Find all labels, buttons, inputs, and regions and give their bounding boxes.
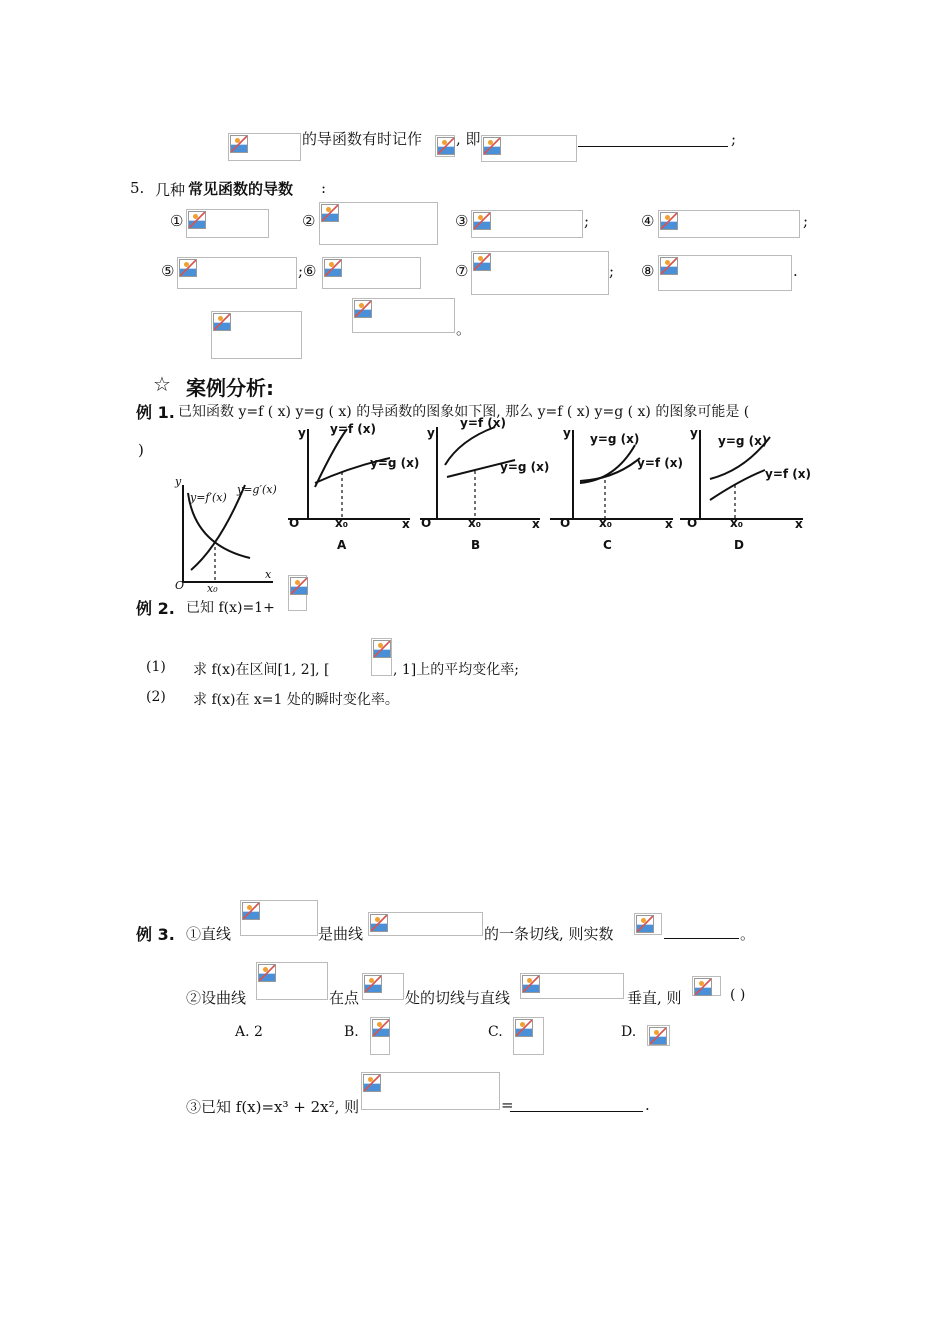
gprime-label: y=g′(x) — [237, 483, 277, 496]
text: 几种 — [155, 181, 186, 199]
marker: ① — [170, 212, 184, 230]
axis-label-x: x — [265, 568, 272, 581]
option-label-A: A — [337, 538, 347, 552]
axis-label-x: x — [402, 517, 410, 531]
marker: ;⑥ — [298, 262, 317, 280]
g-label: y=g (x) — [590, 432, 640, 446]
option-label-B: B — [471, 538, 481, 552]
text: ; — [731, 130, 737, 148]
question-number: (2) — [146, 689, 166, 705]
axis-label-x: x — [532, 517, 540, 531]
option-A: A. 2 — [235, 1024, 263, 1040]
text: . — [645, 1096, 650, 1114]
g-label: y=g (x) — [718, 434, 768, 448]
option-label-D: D — [734, 538, 744, 552]
example-label: 例 2. — [136, 599, 175, 618]
text: 的一条切线, 则实数 — [484, 925, 614, 943]
formula-image — [371, 638, 392, 676]
text: 在点 — [329, 989, 360, 1007]
marker: ② — [302, 212, 316, 230]
formula-image — [228, 133, 301, 161]
item-number: 5. — [130, 179, 145, 197]
axis-label-y: y — [690, 426, 698, 440]
x0-label: x₀ — [207, 582, 218, 595]
text: ; — [609, 262, 615, 280]
formula-image — [370, 1017, 390, 1055]
option-label-C: C — [603, 538, 612, 552]
text: = — [501, 1096, 514, 1114]
text: ①直线 — [186, 925, 232, 943]
x0-label: x₀ — [730, 516, 743, 530]
option-B: B. — [344, 1024, 359, 1040]
marker: ⑦ — [455, 262, 469, 280]
formula-image — [471, 210, 583, 238]
question-text: 求 f(x)在 x=1 处的瞬时变化率。 — [193, 692, 399, 708]
formula-image — [481, 135, 577, 162]
g-label: y=g (x) — [370, 456, 420, 470]
formula-image — [658, 210, 800, 238]
axis-label-y: y — [298, 426, 306, 440]
formula-image — [211, 311, 302, 359]
axis-label-x: x — [795, 517, 803, 531]
text: 。 — [456, 320, 472, 338]
text: ( ) — [730, 987, 746, 1003]
formula-image — [240, 900, 318, 936]
text: ; — [584, 212, 590, 230]
text: : — [321, 179, 327, 197]
text: 。 — [740, 925, 756, 943]
formula-image — [361, 1072, 500, 1110]
formula-image — [520, 973, 624, 999]
marker: ⑤ — [161, 262, 175, 280]
text: ③已知 f(x)=x³ + 2x², 则 — [186, 1098, 360, 1116]
formula-image — [352, 298, 455, 333]
heading: 常见函数的导数 — [188, 180, 294, 198]
formula-image — [186, 209, 269, 238]
x0-label: x₀ — [468, 516, 481, 530]
section-title: 案例分析: — [186, 376, 274, 400]
origin-label: O — [289, 516, 300, 530]
formula-image — [513, 1017, 544, 1055]
example-text: 已知 f(x)=1+ — [186, 600, 275, 616]
text: , 即 — [456, 130, 481, 148]
formula-image — [322, 257, 421, 289]
marker: ③ — [455, 212, 469, 230]
marker: ⑧ — [641, 262, 655, 280]
option-C: C. — [488, 1024, 503, 1040]
question-text: 求 f(x)在区间[1, 2], [ — [193, 662, 330, 678]
axis-label-x: x — [665, 517, 673, 531]
blank-line — [510, 1111, 643, 1112]
g-label: y=g (x) — [500, 460, 550, 474]
formula-image — [435, 135, 455, 157]
option-D: D. — [621, 1024, 637, 1040]
text: . — [793, 262, 798, 280]
formula-image — [177, 257, 297, 289]
axis-label-y: y — [175, 475, 182, 488]
formula-image — [256, 962, 328, 1000]
question-number: (1) — [146, 659, 166, 675]
blank-line — [578, 146, 728, 147]
example-text: 已知函数 y=f ( x) y=g ( x) 的导函数的图象如下图, 那么 y=f ( x) y=g ( x) 的图象可能是 ( — [178, 404, 750, 420]
formula-image — [692, 976, 721, 996]
formula-image — [288, 575, 307, 611]
star-icon: ☆ — [153, 372, 171, 396]
formula-image — [634, 913, 662, 935]
example-label: 例 1. — [136, 403, 175, 422]
formula-image — [362, 973, 404, 1000]
formula-image — [319, 202, 438, 245]
fprime-label: y=f′(x) — [190, 491, 227, 504]
axis-label-y: y — [427, 426, 435, 440]
text: ; — [803, 212, 809, 230]
marker: ④ — [641, 212, 655, 230]
formula-image — [658, 255, 792, 291]
axis-label-y: y — [563, 426, 571, 440]
f-label: y=f (x) — [330, 422, 376, 436]
text: ) — [138, 441, 144, 459]
blank-line — [664, 938, 739, 939]
question-text: , 1]上的平均变化率; — [393, 662, 519, 678]
x0-label: x₀ — [335, 516, 348, 530]
derivative-graphs-figure — [155, 415, 815, 595]
formula-image — [368, 912, 483, 936]
origin-label: O — [175, 579, 185, 592]
text: 是曲线 — [318, 925, 364, 943]
text: 的导函数有时记作 — [302, 130, 423, 148]
f-label: y=f (x) — [460, 416, 506, 430]
f-label: y=f (x) — [765, 467, 811, 481]
x0-label: x₀ — [599, 516, 612, 530]
f-label: y=f (x) — [637, 456, 683, 470]
text: 处的切线与直线 — [405, 989, 511, 1007]
formula-image — [471, 251, 609, 295]
text: 垂直, 则 — [627, 989, 682, 1007]
example-label: 例 3. — [136, 925, 175, 944]
formula-image — [647, 1025, 670, 1046]
text: ②设曲线 — [186, 989, 247, 1007]
origin-label: O — [687, 516, 698, 530]
origin-label: O — [421, 516, 432, 530]
origin-label: O — [560, 516, 571, 530]
